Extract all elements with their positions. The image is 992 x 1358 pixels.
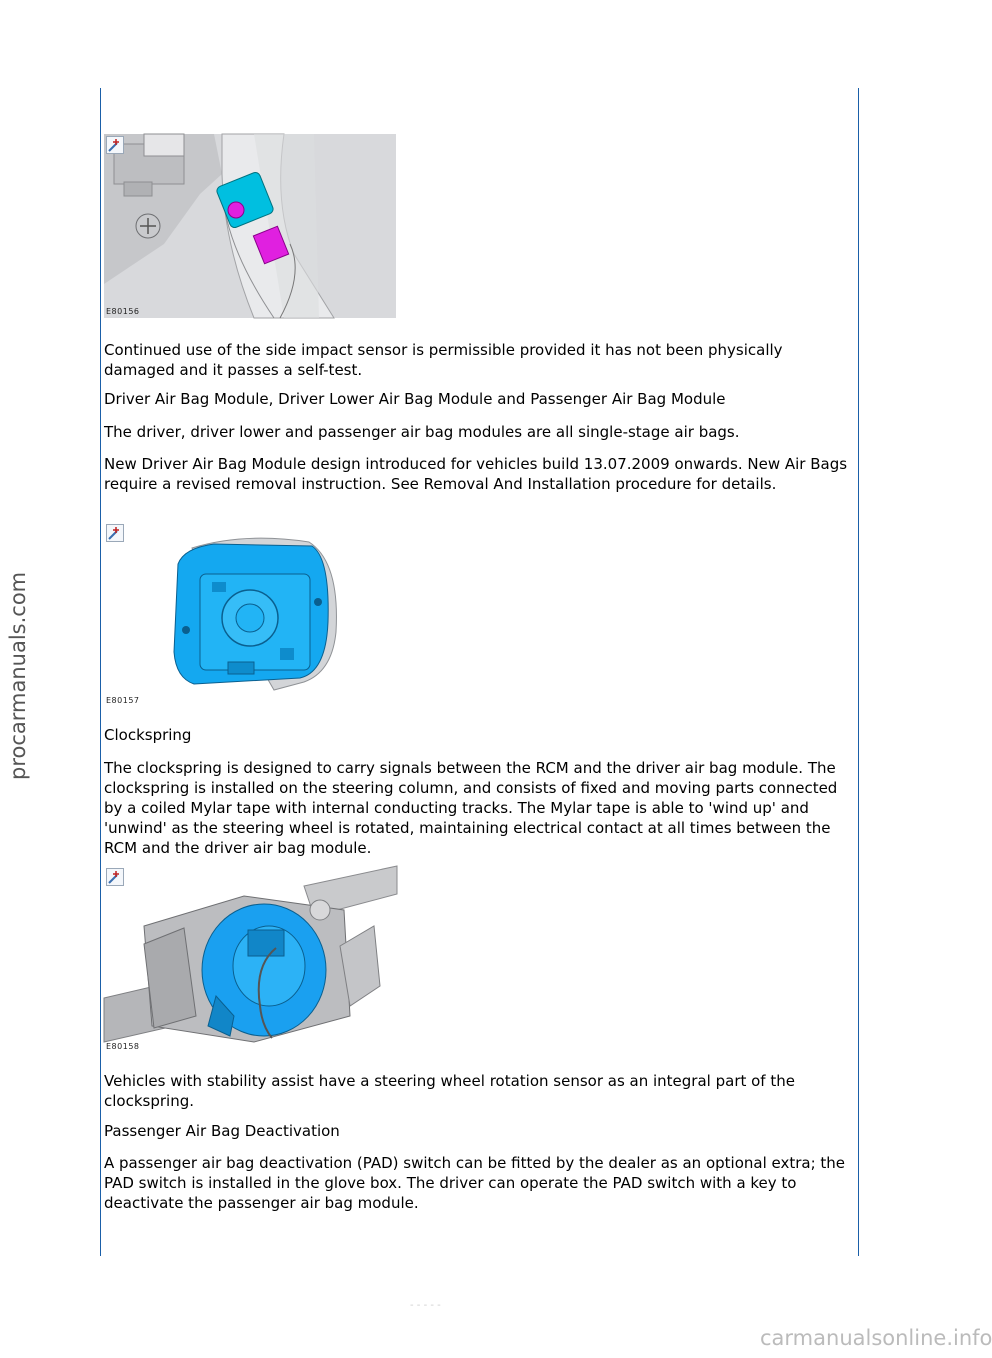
- right-margin-rule: [858, 88, 859, 1256]
- zoom-icon[interactable]: [106, 868, 124, 886]
- figure-code: E80158: [106, 1042, 140, 1051]
- figure-driver-air-bag-module: [104, 522, 344, 706]
- side-watermark: procarmanuals.com: [6, 571, 30, 780]
- heading-clockspring: Clockspring: [104, 726, 192, 744]
- heading-air-bag-modules: Driver Air Bag Module, Driver Lower Air Bag Module and Passenger Air Bag Module: [104, 390, 726, 408]
- left-margin-rule: [100, 88, 101, 1256]
- paragraph-stability-assist: Vehicles with stability assist have a steering wheel rotation sensor as an integral part of the clockspring.: [104, 1072, 795, 1110]
- paragraph-single-stage: The driver, driver lower and passenger air bag modules are all single-stage air bags.: [104, 423, 740, 441]
- air-bag-module-illustration: [104, 522, 344, 706]
- heading-passenger-deactivation: Passenger Air Bag Deactivation: [104, 1122, 340, 1140]
- figure-code: E80157: [106, 696, 140, 705]
- page-number: - - - - -: [410, 1300, 441, 1311]
- paragraph-clockspring: The clockspring is designed to carry signals between the RCM and the driver air bag module. The clockspring is installed on the steering column, and consists of fixed and moving parts connected by a coiled Mylar tape with internal conducting tracks. The Mylar tape is able to 'wind up' and 'unwind' as the steering wheel is rotated, maintaining electrical contact at all times between the RCM and the driver air bag module.: [104, 759, 838, 857]
- zoom-icon[interactable]: [106, 136, 124, 154]
- figure-code: E80156: [106, 307, 140, 316]
- paragraph-new-design: New Driver Air Bag Module design introduced for vehicles build 13.07.2009 onwards. New Air Bags require a revised removal instruction. See Removal And Installation procedure for details.: [104, 455, 848, 493]
- paragraph-pad-switch: A passenger air bag deactivation (PAD) switch can be fitted by the dealer as an optional extra; the PAD switch is installed in the glove box. The driver can operate the PAD switch with a key to deactivate the passenger air bag module.: [104, 1154, 846, 1212]
- footer-watermark: carmanualsonline.info: [760, 1326, 992, 1350]
- figure-clockspring: [104, 866, 397, 1052]
- paragraph-sensor-use: Continued use of the side impact sensor is permissible provided it has not been physically damaged and it passes a self-test.: [104, 341, 783, 379]
- side-impact-sensor-illustration: [104, 134, 396, 318]
- clockspring-illustration: [104, 866, 397, 1052]
- figure-side-impact-sensor: [104, 134, 396, 318]
- sensor-bolt: [228, 202, 244, 218]
